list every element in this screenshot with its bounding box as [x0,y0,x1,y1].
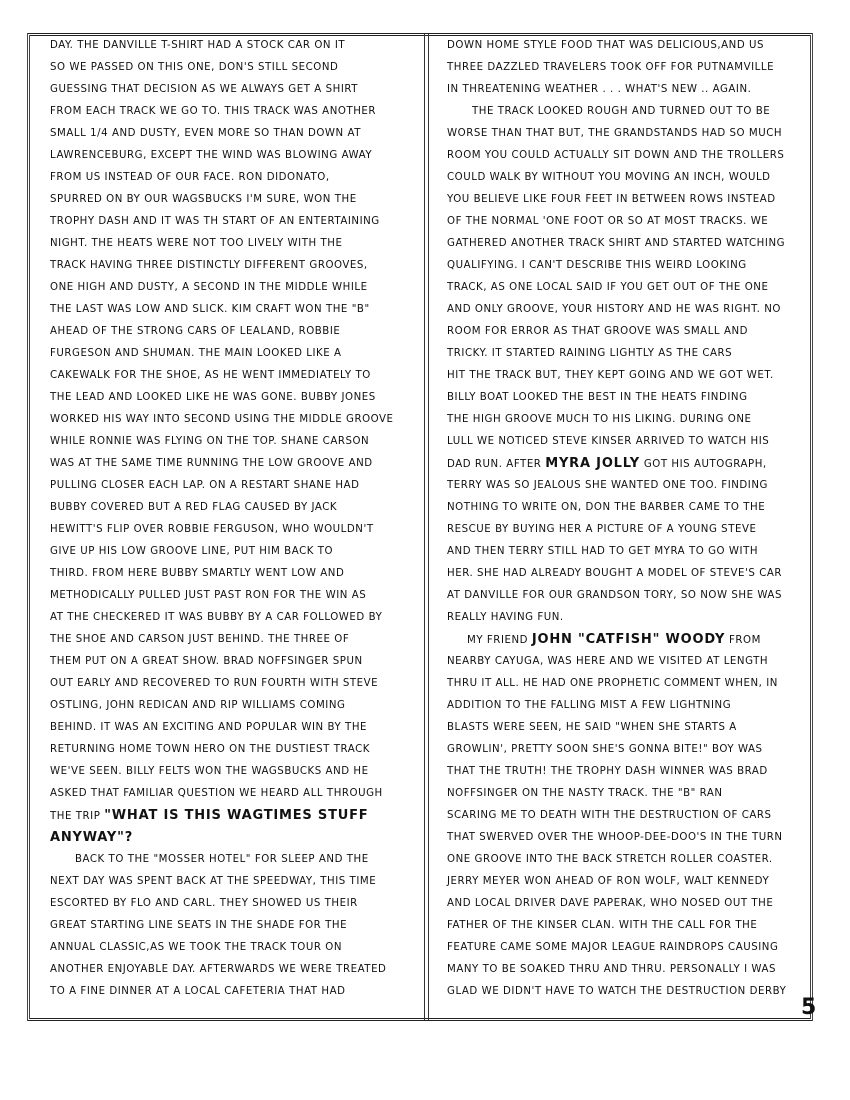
myra-suffix: GOT HIS AUTOGRAPH, [640,459,767,470]
friend-prefix: MY FRIEND [467,635,532,646]
text-line: GLAD WE DIDN'T HAVE TO WATCH THE DESTRUCTION DERBY [447,986,787,997]
text-line: GIVE UP HIS LOW GROOVE LINE, PUT HIM BACK TO [50,546,334,557]
text-line: BACK TO THE "MOSSER HOTEL" FOR SLEEP AND THE [75,854,369,865]
text-line: AND ONLY GROOVE, YOUR HISTORY AND HE WAS RIGHT. NO [447,304,781,315]
text-line: ANOTHER ENJOYABLE DAY. AFTERWARDS WE WERE TREATED [50,964,387,975]
text-line: GROWLIN', PRETTY SOON SHE'S GONNA BITE!" BOY WAS [447,744,763,755]
text-line: DOWN HOME STYLE FOOD THAT WAS DELICIOUS,AND US [447,40,765,51]
text-line: CAKEWALK FOR THE SHOE, AS HE WENT IMMEDIATELY TO [50,370,371,381]
text-line: TROPHY DASH AND IT WAS TH START OF AN ENTERTAINING [50,216,380,227]
question-prefix: THE TRIP [50,811,105,822]
text-line: MANY TO BE SOAKED THRU AND THRU. PERSONALLY I WAS [447,964,777,975]
text-line: NOTHING TO WRITE ON, DON THE BARBER CAME TO THE [447,502,766,513]
text-line: TO A FINE DINNER AT A LOCAL CAFETERIA THAT HAD [50,986,346,997]
friend-line [447,629,802,651]
text-line: ROOM FOR ERROR AS THAT GROOVE WAS SMALL AND [447,326,749,337]
text-line: WAS AT THE SAME TIME RUNNING THE LOW GROOVE AND [50,458,373,469]
text-line: SCARING ME TO DEATH WITH THE DESTRUCTION OF CARS [447,810,772,821]
text-line: ASKED THAT FAMILIAR QUESTION WE HEARD ALL THROUGH [50,788,383,799]
text-line: OUT EARLY AND RECOVERED TO RUN FOURTH WITH STEVE [50,678,379,689]
text-line: HIT THE TRACK BUT, THEY KEPT GOING AND WE GOT WET. [447,370,774,381]
text-line: JERRY MEYER WON AHEAD OF RON WOLF, WALT KENNEDY [447,876,770,887]
text-line: THE LAST WAS LOW AND SLICK. KIM CRAFT WON THE "B" [50,304,370,315]
text-line: QUALIFYING. I CAN'T DESCRIBE THIS WEIRD LOOKING [447,260,747,271]
text-line: OSTLING, JOHN REDICAN AND RIP WILLIAMS COMING [50,700,346,711]
text-line: BILLY BOAT LOOKED THE BEST IN THE HEATS FINDING [447,392,748,403]
text-line: THRU IT ALL. HE HAD ONE PROPHETIC COMMENT WHEN, IN [447,678,778,689]
text-line: BEHIND. IT WAS AN EXCITING AND POPULAR WIN BY THE [50,722,368,733]
text-line: HER. SHE HAD ALREADY BOUGHT A MODEL OF STEVE'S CAR [447,568,783,579]
text-line: RESCUE BY BUYING HER A PICTURE OF A YOUNG STEVE [447,524,757,535]
question-line-2 [50,827,415,849]
friend-bold: JOHN "CATFISH" WOODY [531,632,726,647]
text-line: PULLING CLOSER EACH LAP. ON A RESTART SHANE HAD [50,480,360,491]
text-line: THAT THE TRUTH! THE TROPHY DASH WINNER WAS BRAD [447,766,768,777]
text-line: ROOM YOU COULD ACTUALLY SIT DOWN AND THE TROLLERS [447,150,785,161]
text-line: GATHERED ANOTHER TRACK SHIRT AND STARTED WATCHING [447,238,786,249]
text-line: DAY. THE DANVILLE T-SHIRT HAD A STOCK CAR ON IT [50,40,346,51]
question-line [50,805,415,827]
text-line: ONE GROOVE INTO THE BACK STRETCH ROLLER COASTER. [447,854,773,865]
text-line: WORKED HIS WAY INTO SECOND USING THE MIDDLE GROOVE [50,414,394,425]
question-bold-1: "WHAT IS THIS WAGTIMES STUFF [104,808,369,823]
text-line: WE'VE SEEN. BILLY FELTS WON THE WAGSBUCKS AND HE [50,766,369,777]
text-line: ESCORTED BY FLO AND CARL. THEY SHOWED US THEIR [50,898,358,909]
column-divider [424,34,429,1020]
text-line: THE LEAD AND LOOKED LIKE HE WAS GONE. BUBBY JONES [50,392,376,403]
text-line: AT THE CHECKERED IT WAS BUBBY BY A CAR FOLLOWED BY [50,612,383,623]
text-line: IN THREATENING WEATHER . . . WHAT'S NEW .. AGAIN. [447,84,752,95]
right-column-body-b [447,475,802,629]
text-line: SMALL 1/4 AND DUSTY, EVEN MORE SO THAN DOWN AT [50,128,362,139]
text-line: ADDITION TO THE FALLING MIST A FEW LIGHTNING [447,700,732,711]
right-column-body-c [447,651,802,1003]
text-line: SPURRED ON BY OUR WAGSBUCKS I'M SURE, WON THE [50,194,357,205]
text-line: RETURNING HOME TOWN HERO ON THE DUSTIEST TRACK [50,744,370,755]
left-column-body [50,35,415,805]
text-line: METHODICALLY PULLED JUST PAST RON FOR THE WIN AS [50,590,367,601]
right-column [447,35,802,1003]
text-line: GUESSING THAT DECISION AS WE ALWAYS GET A SHIRT [50,84,359,95]
text-line: ANNUAL CLASSIC,AS WE TOOK THE TRACK TOUR ON [50,942,343,953]
friend-suffix: FROM [725,635,761,646]
text-line: OF THE NORMAL 'ONE FOOT OR SO AT MOST TRACKS. WE [447,216,769,227]
text-line: TERRY WAS SO JEALOUS SHE WANTED ONE TOO. FINDING [447,480,768,491]
text-line: TRACK, AS ONE LOCAL SAID IF YOU GET OUT OF THE ONE [447,282,769,293]
text-line: ONE HIGH AND DUSTY, A SECOND IN THE MIDDLE WHILE [50,282,368,293]
text-line: FROM US INSTEAD OF OUR FACE. RON DIDONATO, [50,172,330,183]
text-line: GREAT STARTING LINE SEATS IN THE SHADE FOR THE [50,920,348,931]
text-line: FROM EACH TRACK WE GO TO. THIS TRACK WAS ANOTHER [50,106,377,117]
text-line: AND THEN TERRY STILL HAD TO GET MYRA TO GO WITH [447,546,759,557]
text-line: THE TRACK LOOKED ROUGH AND TURNED OUT TO BE [472,106,771,117]
text-line: AHEAD OF THE STRONG CARS OF LEALAND, ROBBIE [50,326,341,337]
text-line: WORSE THAN THAT BUT, THE GRANDSTANDS HAD SO MUCH [447,128,783,139]
text-line: NOFFSINGER ON THE NASTY TRACK. THE "B" RAN [447,788,723,799]
question-bold-2: ANYWAY"? [50,830,134,845]
myra-prefix: DAD RUN. AFTER [447,459,546,470]
myra-bold: MYRA JOLLY [545,456,641,471]
text-line: SO WE PASSED ON THIS ONE, DON'S STILL SECOND [50,62,339,73]
text-line: NIGHT. THE HEATS WERE NOT TOO LIVELY WITH THE [50,238,343,249]
right-column-body-a [447,35,802,453]
text-line: TRACK HAVING THREE DISTINCTLY DIFFERENT GROOVES, [50,260,368,271]
text-line: THAT SWERVED OVER THE WHOOP-DEE-DOO'S IN THE TURN [447,832,783,843]
text-line: TRICKY. IT STARTED RAINING LIGHTLY AS THE CARS [447,348,733,359]
text-line: THREE DAZZLED TRAVELERS TOOK OFF FOR PUTNAMVILLE [447,62,775,73]
text-line: COULD WALK BY WITHOUT YOU MOVING AN INCH, WOULD [447,172,771,183]
page-number: 5 [801,995,817,1020]
text-line: FEATURE CAME SOME MAJOR LEAGUE RAINDROPS CAUSING [447,942,779,953]
text-line: NEXT DAY WAS SPENT BACK AT THE SPEEDWAY, THIS TIME [50,876,377,887]
text-line: LULL WE NOTICED STEVE KINSER ARRIVED TO WATCH HIS [447,436,770,447]
text-line: THIRD. FROM HERE BUBBY SMARTLY WENT LOW AND [50,568,345,579]
text-line: NEARBY CAYUGA, WAS HERE AND WE VISITED AT LENGTH [447,656,769,667]
text-line: THE HIGH GROOVE MUCH TO HIS LIKING. DURING ONE [447,414,752,425]
text-line: LAWRENCEBURG, EXCEPT THE WIND WAS BLOWING AWAY [50,150,373,161]
left-column [50,35,415,1003]
text-line: BUBBY COVERED BUT A RED FLAG CAUSED BY JACK [50,502,338,513]
text-line: YOU BELIEVE LIKE FOUR FEET IN BETWEEN ROWS INSTEAD [447,194,776,205]
text-line: REALLY HAVING FUN. [447,612,564,623]
text-line: FURGESON AND SHUMAN. THE MAIN LOOKED LIKE A [50,348,342,359]
text-line: AT DANVILLE FOR OUR GRANDSON TORY, SO NOW SHE WAS [447,590,782,601]
text-line: THEM PUT ON A GREAT SHOW. BRAD NOFFSINGER SPUN [50,656,363,667]
text-line: WHILE RONNIE WAS FLYING ON THE TOP. SHANE CARSON [50,436,370,447]
left-column-body-after [50,849,415,1003]
text-line: FATHER OF THE KINSER CLAN. WITH THE CALL FOR THE [447,920,758,931]
text-line: BLASTS WERE SEEN, HE SAID "WHEN SHE STARTS A [447,722,737,733]
text-line: THE SHOE AND CARSON JUST BEHIND. THE THREE OF [50,634,350,645]
text-line: HEWITT'S FLIP OVER ROBBIE FERGUSON, WHO WOULDN'T [50,524,374,535]
myra-line [447,453,802,475]
text-line: AND LOCAL DRIVER DAVE PAPERAK, WHO NOSED OUT THE [447,898,774,909]
